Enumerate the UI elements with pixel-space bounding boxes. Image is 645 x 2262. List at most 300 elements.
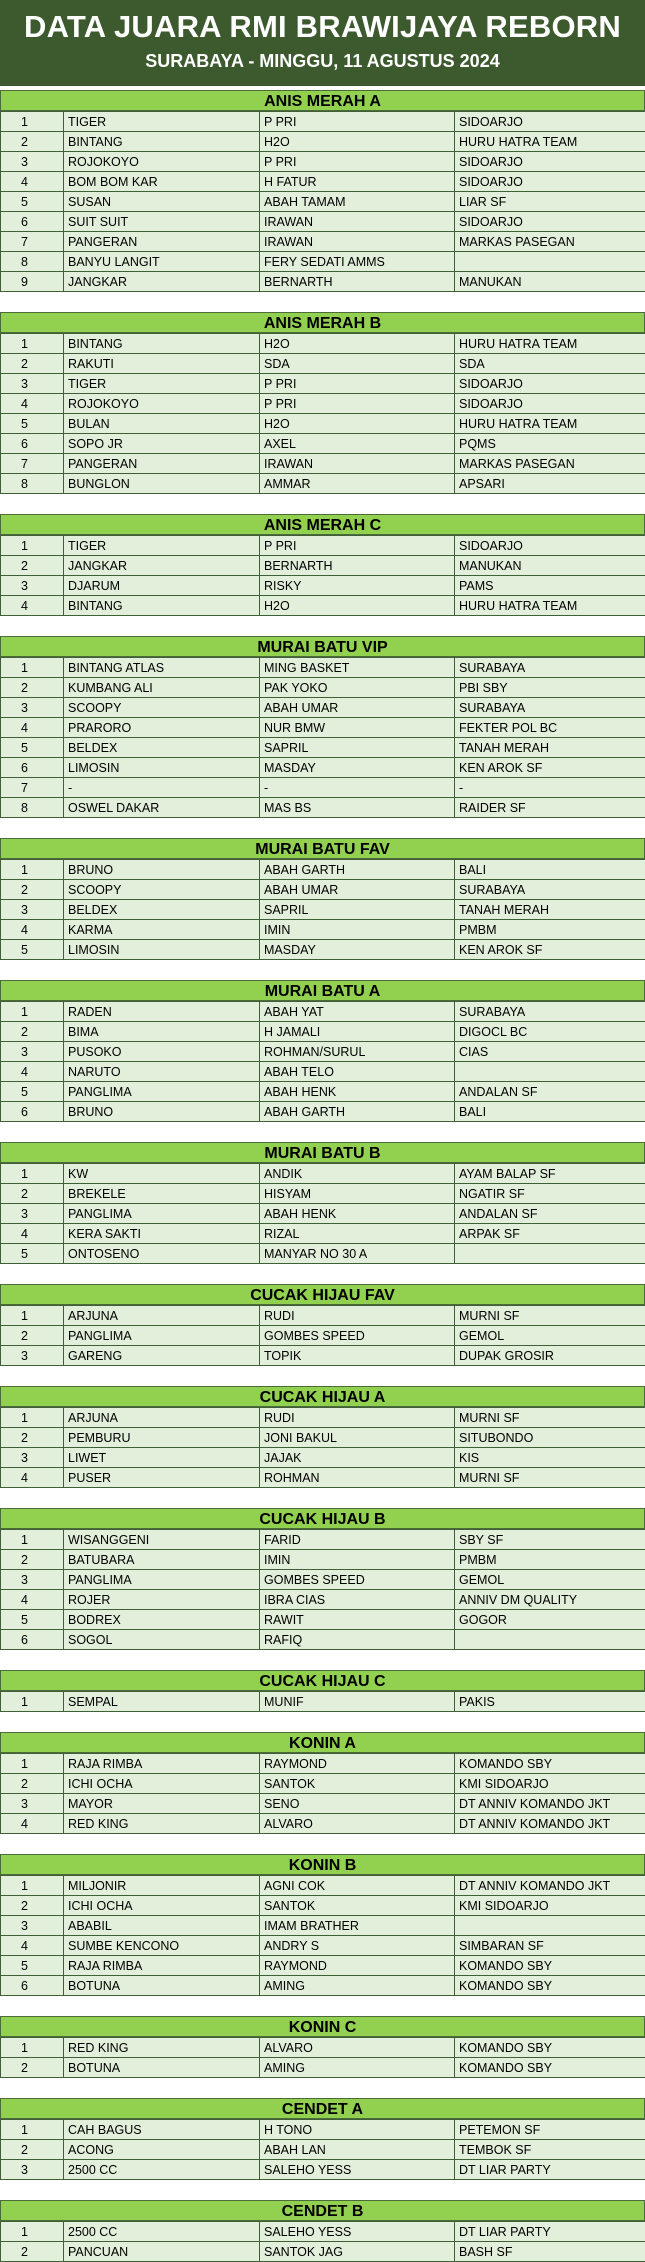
owner-cell: ABAH GARTH xyxy=(260,1102,455,1122)
owner-cell: ABAH YAT xyxy=(260,1002,455,1022)
owner-cell: IMIN xyxy=(260,920,455,940)
team-cell: SITUBONDO xyxy=(455,1428,645,1448)
owner-cell: ABAH LAN xyxy=(260,2140,455,2160)
owner-cell: SANTOK JAG xyxy=(260,2242,455,2262)
table-row xyxy=(1,596,645,616)
table-row xyxy=(1,1530,645,1550)
bird-name-cell: RAKUTI xyxy=(64,354,260,374)
owner-cell: RIZAL xyxy=(260,1224,455,1244)
team-cell: SIDOARJO xyxy=(455,394,645,414)
owner-cell: MASDAY xyxy=(260,758,455,778)
results-section xyxy=(0,1732,645,1834)
rank-cell: 1 xyxy=(1,536,64,556)
owner-cell: SANTOK xyxy=(260,1774,455,1794)
rank-cell: 6 xyxy=(1,1976,64,1996)
owner-cell: RAYMOND xyxy=(260,1754,455,1774)
table-row xyxy=(1,798,645,818)
bird-name-cell: BIMA xyxy=(64,1022,260,1042)
bird-name-cell: BRUNO xyxy=(64,860,260,880)
table-row xyxy=(1,1306,645,1326)
team-cell: BALI xyxy=(455,860,645,880)
bird-name-cell: BINTANG xyxy=(64,132,260,152)
rank-cell: 4 xyxy=(1,1590,64,1610)
table-row xyxy=(1,2058,645,2078)
bird-name-cell: ROJER xyxy=(64,1590,260,1610)
table-row xyxy=(1,454,645,474)
owner-cell: SALEHO YESS xyxy=(260,2160,455,2180)
table-row xyxy=(1,556,645,576)
bird-name-cell: KERA SAKTI xyxy=(64,1224,260,1244)
team-cell: SBY SF xyxy=(455,1530,645,1550)
bird-name-cell: PANCUAN xyxy=(64,2242,260,2262)
owner-cell: IMIN xyxy=(260,1550,455,1570)
owner-cell: JAJAK xyxy=(260,1448,455,1468)
rank-cell: 1 xyxy=(1,1876,64,1896)
table-row xyxy=(1,1164,645,1184)
table-row xyxy=(1,698,645,718)
table-row xyxy=(1,900,645,920)
team-cell: KEN AROK SF xyxy=(455,940,645,960)
team-cell: DT LIAR PARTY xyxy=(455,2222,645,2242)
bird-name-cell: SUMBE KENCONO xyxy=(64,1936,260,1956)
bird-name-cell: BUNGLON xyxy=(64,474,260,494)
bird-name-cell: GARENG xyxy=(64,1346,260,1366)
results-list xyxy=(0,86,645,2262)
results-table xyxy=(0,2221,645,2262)
owner-cell: MAS BS xyxy=(260,798,455,818)
table-row xyxy=(1,1754,645,1774)
team-cell: PAMS xyxy=(455,576,645,596)
table-row xyxy=(1,252,645,272)
rank-cell: 5 xyxy=(1,1244,64,1264)
team-cell: MURNI SF xyxy=(455,1468,645,1488)
results-section xyxy=(0,1142,645,1264)
owner-cell: H JAMALI xyxy=(260,1022,455,1042)
bird-name-cell: TIGER xyxy=(64,112,260,132)
rank-cell: 1 xyxy=(1,658,64,678)
results-section xyxy=(0,1386,645,1488)
owner-cell: FARID xyxy=(260,1530,455,1550)
owner-cell: TOPIK xyxy=(260,1346,455,1366)
rank-cell: 2 xyxy=(1,132,64,152)
table-row xyxy=(1,2160,645,2180)
bird-name-cell: BELDEX xyxy=(64,738,260,758)
team-cell: NGATIR SF xyxy=(455,1184,645,1204)
rank-cell: 6 xyxy=(1,1630,64,1650)
owner-cell: SAPRIL xyxy=(260,900,455,920)
table-row xyxy=(1,2242,645,2262)
rank-cell: 3 xyxy=(1,1204,64,1224)
bird-name-cell: KUMBANG ALI xyxy=(64,678,260,698)
rank-cell: 8 xyxy=(1,798,64,818)
bird-name-cell: PANGLIMA xyxy=(64,1204,260,1224)
owner-cell: AXEL xyxy=(260,434,455,454)
rank-cell: 1 xyxy=(1,1754,64,1774)
rank-cell: 1 xyxy=(1,2120,64,2140)
results-section xyxy=(0,2200,645,2262)
rank-cell: 1 xyxy=(1,1306,64,1326)
table-row xyxy=(1,920,645,940)
rank-cell: 2 xyxy=(1,2058,64,2078)
owner-cell: GOMBES SPEED xyxy=(260,1326,455,1346)
results-table xyxy=(0,1875,645,1996)
team-cell: GOGOR xyxy=(455,1610,645,1630)
team-cell: GEMOL xyxy=(455,1570,645,1590)
rank-cell: 3 xyxy=(1,1448,64,1468)
rank-cell: 5 xyxy=(1,192,64,212)
rank-cell: 6 xyxy=(1,758,64,778)
owner-cell: ROHMAN/SURUL xyxy=(260,1042,455,1062)
team-cell: ANDALAN SF xyxy=(455,1082,645,1102)
table-row xyxy=(1,2140,645,2160)
owner-cell: MASDAY xyxy=(260,940,455,960)
rank-cell: 1 xyxy=(1,1408,64,1428)
team-cell: ARPAK SF xyxy=(455,1224,645,1244)
rank-cell: 4 xyxy=(1,1224,64,1244)
team-cell: AYAM BALAP SF xyxy=(455,1164,645,1184)
owner-cell: AGNI COK xyxy=(260,1876,455,1896)
table-row xyxy=(1,374,645,394)
bird-name-cell: KW xyxy=(64,1164,260,1184)
bird-name-cell: LIWET xyxy=(64,1448,260,1468)
table-row xyxy=(1,212,645,232)
team-cell: MURNI SF xyxy=(455,1306,645,1326)
table-row xyxy=(1,354,645,374)
results-table xyxy=(0,859,645,960)
owner-cell: SANTOK xyxy=(260,1896,455,1916)
table-row xyxy=(1,1022,645,1042)
table-row xyxy=(1,738,645,758)
owner-cell: HISYAM xyxy=(260,1184,455,1204)
owner-cell: ABAH HENK xyxy=(260,1082,455,1102)
bird-name-cell: ROJOKOYO xyxy=(64,394,260,414)
team-cell: KOMANDO SBY xyxy=(455,2038,645,2058)
table-row xyxy=(1,1692,645,1712)
table-row xyxy=(1,272,645,292)
bird-name-cell: BODREX xyxy=(64,1610,260,1630)
bird-name-cell: ARJUNA xyxy=(64,1306,260,1326)
team-cell: SIDOARJO xyxy=(455,112,645,132)
bird-name-cell: PANGERAN xyxy=(64,232,260,252)
table-row xyxy=(1,232,645,252)
results-section xyxy=(0,514,645,616)
owner-cell: BERNARTH xyxy=(260,556,455,576)
bird-name-cell: ABABIL xyxy=(64,1916,260,1936)
team-cell: DT ANNIV KOMANDO JKT xyxy=(455,1876,645,1896)
owner-cell: ABAH UMAR xyxy=(260,880,455,900)
owner-cell: ABAH HENK xyxy=(260,1204,455,1224)
table-row xyxy=(1,132,645,152)
table-row xyxy=(1,1774,645,1794)
results-section xyxy=(0,2016,645,2078)
bird-name-cell: TIGER xyxy=(64,374,260,394)
owner-cell: H2O xyxy=(260,414,455,434)
table-row xyxy=(1,1916,645,1936)
bird-name-cell: SEMPAL xyxy=(64,1692,260,1712)
bird-name-cell: RED KING xyxy=(64,2038,260,2058)
page-subtitle: SURABAYA - MINGGU, 11 AGUSTUS 2024 xyxy=(0,48,645,74)
results-table xyxy=(0,1753,645,1834)
results-table xyxy=(0,535,645,616)
bird-name-cell: BREKELE xyxy=(64,1184,260,1204)
team-cell: DT ANNIV KOMANDO JKT xyxy=(455,1814,645,1834)
team-cell: ANDALAN SF xyxy=(455,1204,645,1224)
owner-cell: MANYAR NO 30 A xyxy=(260,1244,455,1264)
rank-cell: 7 xyxy=(1,232,64,252)
team-cell: SURABAYA xyxy=(455,880,645,900)
table-row xyxy=(1,1204,645,1224)
bird-name-cell: TIGER xyxy=(64,536,260,556)
bird-name-cell: SUSAN xyxy=(64,192,260,212)
section-title: ANIS MERAH B xyxy=(0,312,645,333)
bird-name-cell: RADEN xyxy=(64,1002,260,1022)
table-row xyxy=(1,334,645,354)
table-row xyxy=(1,1346,645,1366)
bird-name-cell: ICHI OCHA xyxy=(64,1896,260,1916)
owner-cell: RAFIQ xyxy=(260,1630,455,1650)
team-cell: PETEMON SF xyxy=(455,2120,645,2140)
owner-cell: GOMBES SPEED xyxy=(260,1570,455,1590)
section-title: CUCAK HIJAU A xyxy=(0,1386,645,1407)
owner-cell: P PRI xyxy=(260,374,455,394)
section-title: CUCAK HIJAU B xyxy=(0,1508,645,1529)
section-title: KONIN C xyxy=(0,2016,645,2037)
bird-name-cell: BATUBARA xyxy=(64,1550,260,1570)
section-title: MURAI BATU A xyxy=(0,980,645,1001)
owner-cell: ABAH UMAR xyxy=(260,698,455,718)
section-title: ANIS MERAH C xyxy=(0,514,645,535)
rank-cell: 4 xyxy=(1,394,64,414)
owner-cell: P PRI xyxy=(260,394,455,414)
table-row xyxy=(1,1428,645,1448)
table-row xyxy=(1,1224,645,1244)
team-cell: SIDOARJO xyxy=(455,212,645,232)
team-cell: DUPAK GROSIR xyxy=(455,1346,645,1366)
rank-cell: 2 xyxy=(1,1022,64,1042)
rank-cell: 3 xyxy=(1,1042,64,1062)
owner-cell: RUDI xyxy=(260,1408,455,1428)
bird-name-cell: BOTUNA xyxy=(64,2058,260,2078)
rank-cell: 9 xyxy=(1,272,64,292)
team-cell xyxy=(455,1916,645,1936)
results-table xyxy=(0,1529,645,1650)
owner-cell: SALEHO YESS xyxy=(260,2222,455,2242)
results-section xyxy=(0,636,645,818)
bird-name-cell: SOPO JR xyxy=(64,434,260,454)
bird-name-cell: BINTANG ATLAS xyxy=(64,658,260,678)
table-row xyxy=(1,536,645,556)
owner-cell: H TONO xyxy=(260,2120,455,2140)
owner-cell: JONI BAKUL xyxy=(260,1428,455,1448)
owner-cell: P PRI xyxy=(260,536,455,556)
bird-name-cell: PANGLIMA xyxy=(64,1570,260,1590)
table-row xyxy=(1,474,645,494)
table-row xyxy=(1,1184,645,1204)
rank-cell: 3 xyxy=(1,152,64,172)
bird-name-cell: NARUTO xyxy=(64,1062,260,1082)
rank-cell: 1 xyxy=(1,112,64,132)
table-row xyxy=(1,1794,645,1814)
team-cell: SIDOARJO xyxy=(455,172,645,192)
team-cell: BALI xyxy=(455,1102,645,1122)
bird-name-cell: 2500 CC xyxy=(64,2160,260,2180)
rank-cell: 5 xyxy=(1,1610,64,1630)
results-table xyxy=(0,1163,645,1264)
section-title: KONIN A xyxy=(0,1732,645,1753)
rank-cell: 8 xyxy=(1,474,64,494)
team-cell: PMBM xyxy=(455,1550,645,1570)
page-title: DATA JUARA RMI BRAWIJAYA REBORN xyxy=(0,8,645,46)
table-row xyxy=(1,2222,645,2242)
section-title: KONIN B xyxy=(0,1854,645,1875)
owner-cell: P PRI xyxy=(260,112,455,132)
table-row xyxy=(1,1936,645,1956)
table-row xyxy=(1,1976,645,1996)
team-cell: MURNI SF xyxy=(455,1408,645,1428)
table-row xyxy=(1,1062,645,1082)
bird-name-cell: LIMOSIN xyxy=(64,758,260,778)
owner-cell: SAPRIL xyxy=(260,738,455,758)
rank-cell: 5 xyxy=(1,738,64,758)
bird-name-cell: PANGLIMA xyxy=(64,1082,260,1102)
rank-cell: 3 xyxy=(1,576,64,596)
owner-cell: RAYMOND xyxy=(260,1956,455,1976)
bird-name-cell: PEMBURU xyxy=(64,1428,260,1448)
table-row xyxy=(1,1814,645,1834)
bird-name-cell: MILJONIR xyxy=(64,1876,260,1896)
team-cell: SIDOARJO xyxy=(455,374,645,394)
team-cell: ANNIV DM QUALITY xyxy=(455,1590,645,1610)
section-title: CUCAK HIJAU FAV xyxy=(0,1284,645,1305)
rank-cell: 2 xyxy=(1,1550,64,1570)
table-row xyxy=(1,1896,645,1916)
team-cell: KOMANDO SBY xyxy=(455,2058,645,2078)
table-row xyxy=(1,1570,645,1590)
bird-name-cell: BOTUNA xyxy=(64,1976,260,1996)
table-row xyxy=(1,1590,645,1610)
bird-name-cell: PANGLIMA xyxy=(64,1326,260,1346)
team-cell: HURU HATRA TEAM xyxy=(455,414,645,434)
bird-name-cell: SCOOPY xyxy=(64,698,260,718)
owner-cell: IRAWAN xyxy=(260,212,455,232)
team-cell: SURABAYA xyxy=(455,698,645,718)
results-section xyxy=(0,1670,645,1712)
results-section xyxy=(0,312,645,494)
team-cell: MANUKAN xyxy=(455,272,645,292)
results-table xyxy=(0,1305,645,1366)
owner-cell: IMAM BRATHER xyxy=(260,1916,455,1936)
table-row xyxy=(1,414,645,434)
team-cell: PAKIS xyxy=(455,1692,645,1712)
rank-cell: 4 xyxy=(1,718,64,738)
rank-cell: 1 xyxy=(1,1164,64,1184)
rank-cell: 7 xyxy=(1,454,64,474)
bird-name-cell: CAH BAGUS xyxy=(64,2120,260,2140)
bird-name-cell: BULAN xyxy=(64,414,260,434)
bird-name-cell: ICHI OCHA xyxy=(64,1774,260,1794)
table-row xyxy=(1,1002,645,1022)
team-cell: LIAR SF xyxy=(455,192,645,212)
table-row xyxy=(1,1042,645,1062)
owner-cell: SDA xyxy=(260,354,455,374)
rank-cell: 1 xyxy=(1,2222,64,2242)
bird-name-cell: KARMA xyxy=(64,920,260,940)
results-section xyxy=(0,838,645,960)
team-cell: SURABAYA xyxy=(455,658,645,678)
table-row xyxy=(1,2120,645,2140)
rank-cell: 3 xyxy=(1,1916,64,1936)
owner-cell: ROHMAN xyxy=(260,1468,455,1488)
rank-cell: 3 xyxy=(1,374,64,394)
team-cell: SIDOARJO xyxy=(455,536,645,556)
table-row xyxy=(1,576,645,596)
owner-cell: P PRI xyxy=(260,152,455,172)
team-cell: PMBM xyxy=(455,920,645,940)
results-table xyxy=(0,2119,645,2180)
section-title: MURAI BATU B xyxy=(0,1142,645,1163)
team-cell: KOMANDO SBY xyxy=(455,1976,645,1996)
table-row xyxy=(1,1102,645,1122)
section-title: MURAI BATU VIP xyxy=(0,636,645,657)
bird-name-cell: WISANGGENI xyxy=(64,1530,260,1550)
rank-cell: 2 xyxy=(1,354,64,374)
owner-cell: ALVARO xyxy=(260,2038,455,2058)
rank-cell: 4 xyxy=(1,920,64,940)
rank-cell: 3 xyxy=(1,900,64,920)
section-title: CUCAK HIJAU C xyxy=(0,1670,645,1691)
rank-cell: 2 xyxy=(1,2140,64,2160)
rank-cell: 3 xyxy=(1,2160,64,2180)
team-cell: HURU HATRA TEAM xyxy=(455,132,645,152)
table-row xyxy=(1,1468,645,1488)
table-row xyxy=(1,658,645,678)
rank-cell: 1 xyxy=(1,1002,64,1022)
team-cell: MARKAS PASEGAN xyxy=(455,454,645,474)
rank-cell: 1 xyxy=(1,2038,64,2058)
bird-name-cell: SOGOL xyxy=(64,1630,260,1650)
team-cell xyxy=(455,1062,645,1082)
rank-cell: 7 xyxy=(1,778,64,798)
bird-name-cell: PUSER xyxy=(64,1468,260,1488)
owner-cell: H2O xyxy=(260,334,455,354)
bird-name-cell: BINTANG xyxy=(64,596,260,616)
team-cell: TANAH MERAH xyxy=(455,738,645,758)
rank-cell: 1 xyxy=(1,1530,64,1550)
rank-cell: 3 xyxy=(1,1794,64,1814)
team-cell: KMI SIDOARJO xyxy=(455,1896,645,1916)
table-row xyxy=(1,112,645,132)
results-table xyxy=(0,111,645,292)
owner-cell: AMING xyxy=(260,2058,455,2078)
owner-cell: SENO xyxy=(260,1794,455,1814)
owner-cell: IBRA CIAS xyxy=(260,1590,455,1610)
bird-name-cell: RED KING xyxy=(64,1814,260,1834)
section-title: MURAI BATU FAV xyxy=(0,838,645,859)
team-cell: CIAS xyxy=(455,1042,645,1062)
rank-cell: 6 xyxy=(1,1102,64,1122)
rank-cell: 1 xyxy=(1,334,64,354)
owner-cell: FERY SEDATI AMMS xyxy=(260,252,455,272)
table-row xyxy=(1,1448,645,1468)
team-cell: DIGOCL BC xyxy=(455,1022,645,1042)
owner-cell: RAWIT xyxy=(260,1610,455,1630)
results-section xyxy=(0,1508,645,1650)
table-row xyxy=(1,1610,645,1630)
table-row xyxy=(1,1956,645,1976)
owner-cell: AMMAR xyxy=(260,474,455,494)
team-cell: BASH SF xyxy=(455,2242,645,2262)
owner-cell: ABAH TELO xyxy=(260,1062,455,1082)
